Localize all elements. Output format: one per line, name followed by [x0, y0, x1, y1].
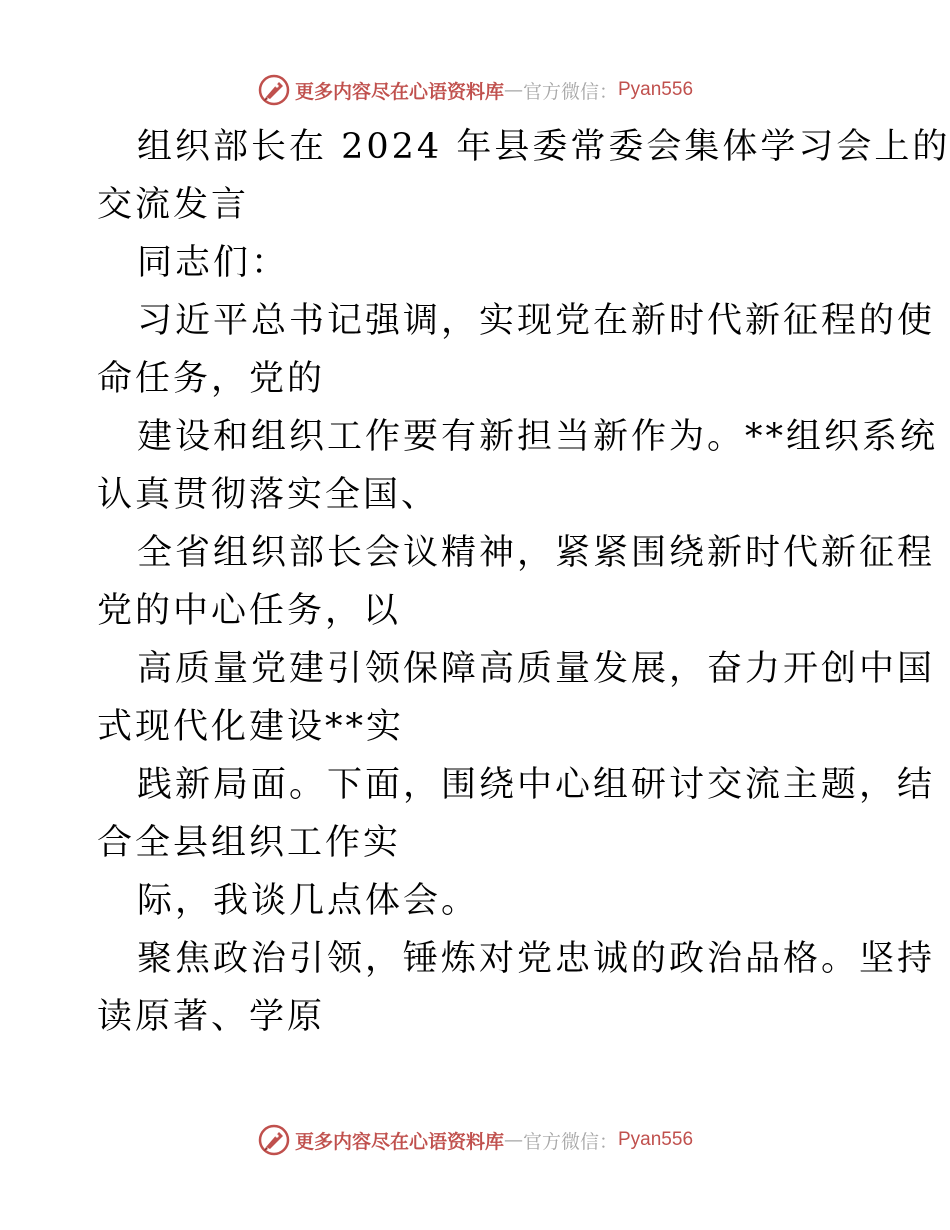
banner-slogan: 更多内容尽在心语资料库 [294, 80, 504, 103]
text-line: 际，我谈几点体会。 [137, 881, 480, 921]
banner-dash: — [503, 1129, 523, 1151]
text-line: 命任务，党的 [97, 359, 326, 399]
banner-slogan: 更多内容尽在心语资料库 [294, 1130, 504, 1153]
text-line: 践新局面。下面，围绕中心组研讨交流主题，结 [137, 765, 936, 805]
footer-banner [0, 1120, 950, 1160]
text-line: 组织部长在 2024 年县委常委会集体学习会上的 [137, 127, 950, 167]
text-line: 聚焦政治引领，锤炼对党忠诚的政治品格。坚持 [137, 939, 936, 979]
banner-wechat-id: Pyan556 [618, 79, 694, 100]
text-line: 同志们： [137, 243, 290, 283]
text-line: 合全县组织工作实 [97, 823, 402, 863]
banner-dash: — [503, 79, 523, 101]
text-line: 建设和组织工作要有新担当新作为。**组织系统 [137, 417, 939, 457]
text-line: 读原著、学原 [97, 997, 326, 1037]
pen-nib-logo-icon [257, 73, 291, 107]
text-line: 交流发言 [97, 185, 250, 225]
text-line: 认真贯彻落实全国、 [97, 475, 440, 515]
text-line: 全省组织部长会议精神，紧紧围绕新时代新征程 [137, 533, 936, 573]
banner-wechat-id: Pyan556 [618, 1129, 694, 1150]
pen-nib-logo-icon [257, 1123, 291, 1157]
header-banner [0, 70, 950, 110]
banner-official-label: 官方微信： [522, 1130, 618, 1153]
text-line: 式现代化建设**实 [97, 707, 405, 747]
banner-official-label: 官方微信： [522, 80, 618, 103]
text-line: 习近平总书记强调，实现党在新时代新征程的使 [137, 301, 936, 341]
text-line: 高质量党建引领保障高质量发展，奋力开创中国 [137, 649, 936, 689]
text-line: 党的中心任务，以 [97, 591, 402, 631]
document-body [97, 118, 950, 1046]
